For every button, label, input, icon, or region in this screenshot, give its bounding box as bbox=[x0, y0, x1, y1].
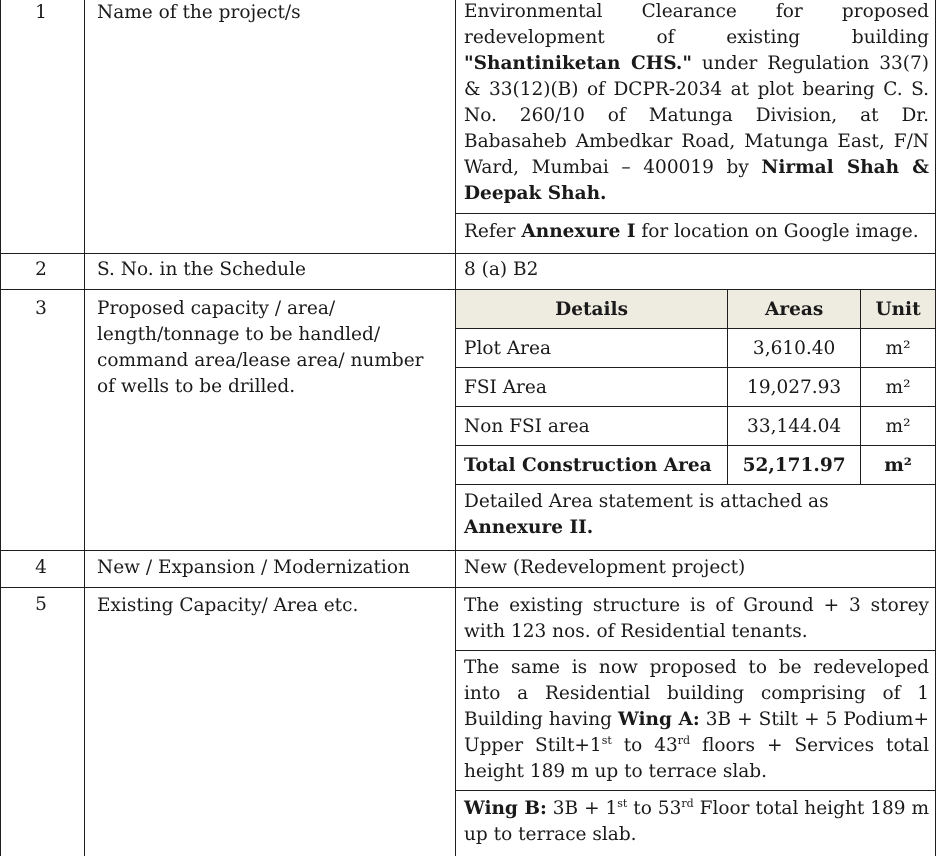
table-border-left bbox=[0, 0, 1, 856]
desc-line: into a Residential building comprising of 1 bbox=[464, 683, 929, 704]
row-label: Name of the project/s bbox=[97, 2, 301, 23]
desc-line: The existing structure is of Ground + 3 storey bbox=[464, 595, 929, 616]
row-label-line: command area/lease area/ number bbox=[97, 350, 424, 371]
row-number: 1 bbox=[35, 2, 47, 23]
area-unit: m² bbox=[861, 407, 936, 446]
row-label: Existing Capacity/ Area etc. bbox=[97, 595, 359, 616]
proposed-redevelopment-description bbox=[464, 655, 929, 785]
wing-b-description bbox=[464, 796, 929, 848]
society-name: "Shantiniketan CHS." bbox=[464, 53, 692, 74]
row-number: 4 bbox=[35, 557, 47, 578]
desc-line: with 123 nos. of Residential tenants. bbox=[464, 621, 808, 642]
total-unit: m² bbox=[861, 446, 936, 485]
area-value: 19,027.93 bbox=[728, 368, 861, 407]
row-label-line: of wells to be drilled. bbox=[97, 376, 296, 397]
table-row bbox=[456, 368, 936, 407]
area-statement-note: Detailed Area statement is attached as Annexure II. bbox=[464, 491, 829, 538]
owner-names: Nirmal Shah & bbox=[761, 157, 929, 178]
area-unit: m² bbox=[861, 368, 936, 407]
row-number: 2 bbox=[35, 259, 47, 280]
table-row bbox=[456, 329, 936, 368]
desc-line: Building having Wing A: 3B + Stilt + 5 Podium+ bbox=[464, 709, 929, 730]
desc-line: & 33(12)(B) of DCPR-2034 at plot bearing C. S. bbox=[464, 79, 929, 100]
desc-line bbox=[464, 181, 929, 207]
row-divider-1-2 bbox=[0, 253, 936, 254]
area-detail: Plot Area bbox=[456, 329, 728, 368]
table-row bbox=[456, 407, 936, 446]
row-number: 3 bbox=[35, 298, 47, 319]
desc-line: redevelopment of existing building bbox=[464, 27, 929, 48]
owner-names: Deepak Shah. bbox=[464, 183, 607, 204]
desc-line: Environmental Clearance for proposed bbox=[464, 1, 929, 22]
row-label bbox=[97, 296, 442, 400]
table-total-row bbox=[456, 446, 936, 485]
row-label-line: length/tonnage to be handled/ bbox=[97, 324, 381, 345]
desc-divider bbox=[455, 213, 936, 214]
row-label: S. No. in the Schedule bbox=[97, 259, 306, 280]
desc-divider bbox=[455, 790, 936, 791]
desc-line: Babasaheb Ambedkar Road, Matunga East, F/N bbox=[464, 131, 929, 152]
desc-line: Ward, Mumbai – 400019 by Nirmal Shah & bbox=[464, 157, 929, 178]
area-value: 33,144.04 bbox=[728, 407, 861, 446]
row-label: New / Expansion / Modernization bbox=[97, 557, 410, 578]
wing-a-label: Wing A: bbox=[618, 709, 700, 730]
existing-capacity-description bbox=[464, 593, 929, 645]
desc-line: The same is now proposed to be redeveloped bbox=[464, 657, 929, 678]
area-unit: m² bbox=[861, 329, 936, 368]
row-number: 5 bbox=[35, 594, 47, 615]
total-detail: Total Construction Area bbox=[456, 446, 728, 485]
header-areas: Areas bbox=[728, 290, 861, 329]
row-divider-4-5 bbox=[0, 587, 936, 588]
desc-line: up to terrace slab. bbox=[464, 824, 637, 845]
desc-line: "Shantiniketan CHS." under Regulation 33(7) bbox=[464, 53, 930, 74]
desc-line: No. 260/10 of Matunga Division, at Dr. bbox=[464, 105, 929, 126]
schedule-number: 8 (a) B2 bbox=[464, 259, 539, 280]
column-divider-1 bbox=[84, 0, 85, 856]
project-name-description bbox=[464, 0, 929, 207]
desc-line: Upper Stilt+1st to 43rd floors + Services total bbox=[464, 733, 929, 756]
wing-b-label: Wing B: bbox=[464, 798, 547, 819]
project-type: New (Redevelopment project) bbox=[464, 557, 746, 578]
desc-line: height 189 m up to terrace slab. bbox=[464, 761, 768, 782]
area-table-header bbox=[456, 290, 936, 329]
area-value: 3,610.40 bbox=[728, 329, 861, 368]
row-divider-3-4 bbox=[0, 550, 936, 551]
row-label-line: Proposed capacity / area/ bbox=[97, 298, 336, 319]
annexure-link: Annexure II. bbox=[464, 517, 594, 538]
area-detail: FSI Area bbox=[456, 368, 728, 407]
annexure-reference: Refer Annexure I for location on Google image. bbox=[464, 221, 919, 242]
desc-line: Wing B: 3B + 1st to 53rd Floor total height 189 m bbox=[464, 796, 930, 819]
total-value: 52,171.97 bbox=[728, 446, 861, 485]
area-table bbox=[455, 289, 936, 485]
desc-divider bbox=[455, 650, 936, 651]
header-unit: Unit bbox=[861, 290, 936, 329]
header-details: Details bbox=[456, 290, 728, 329]
area-detail: Non FSI area bbox=[456, 407, 728, 446]
